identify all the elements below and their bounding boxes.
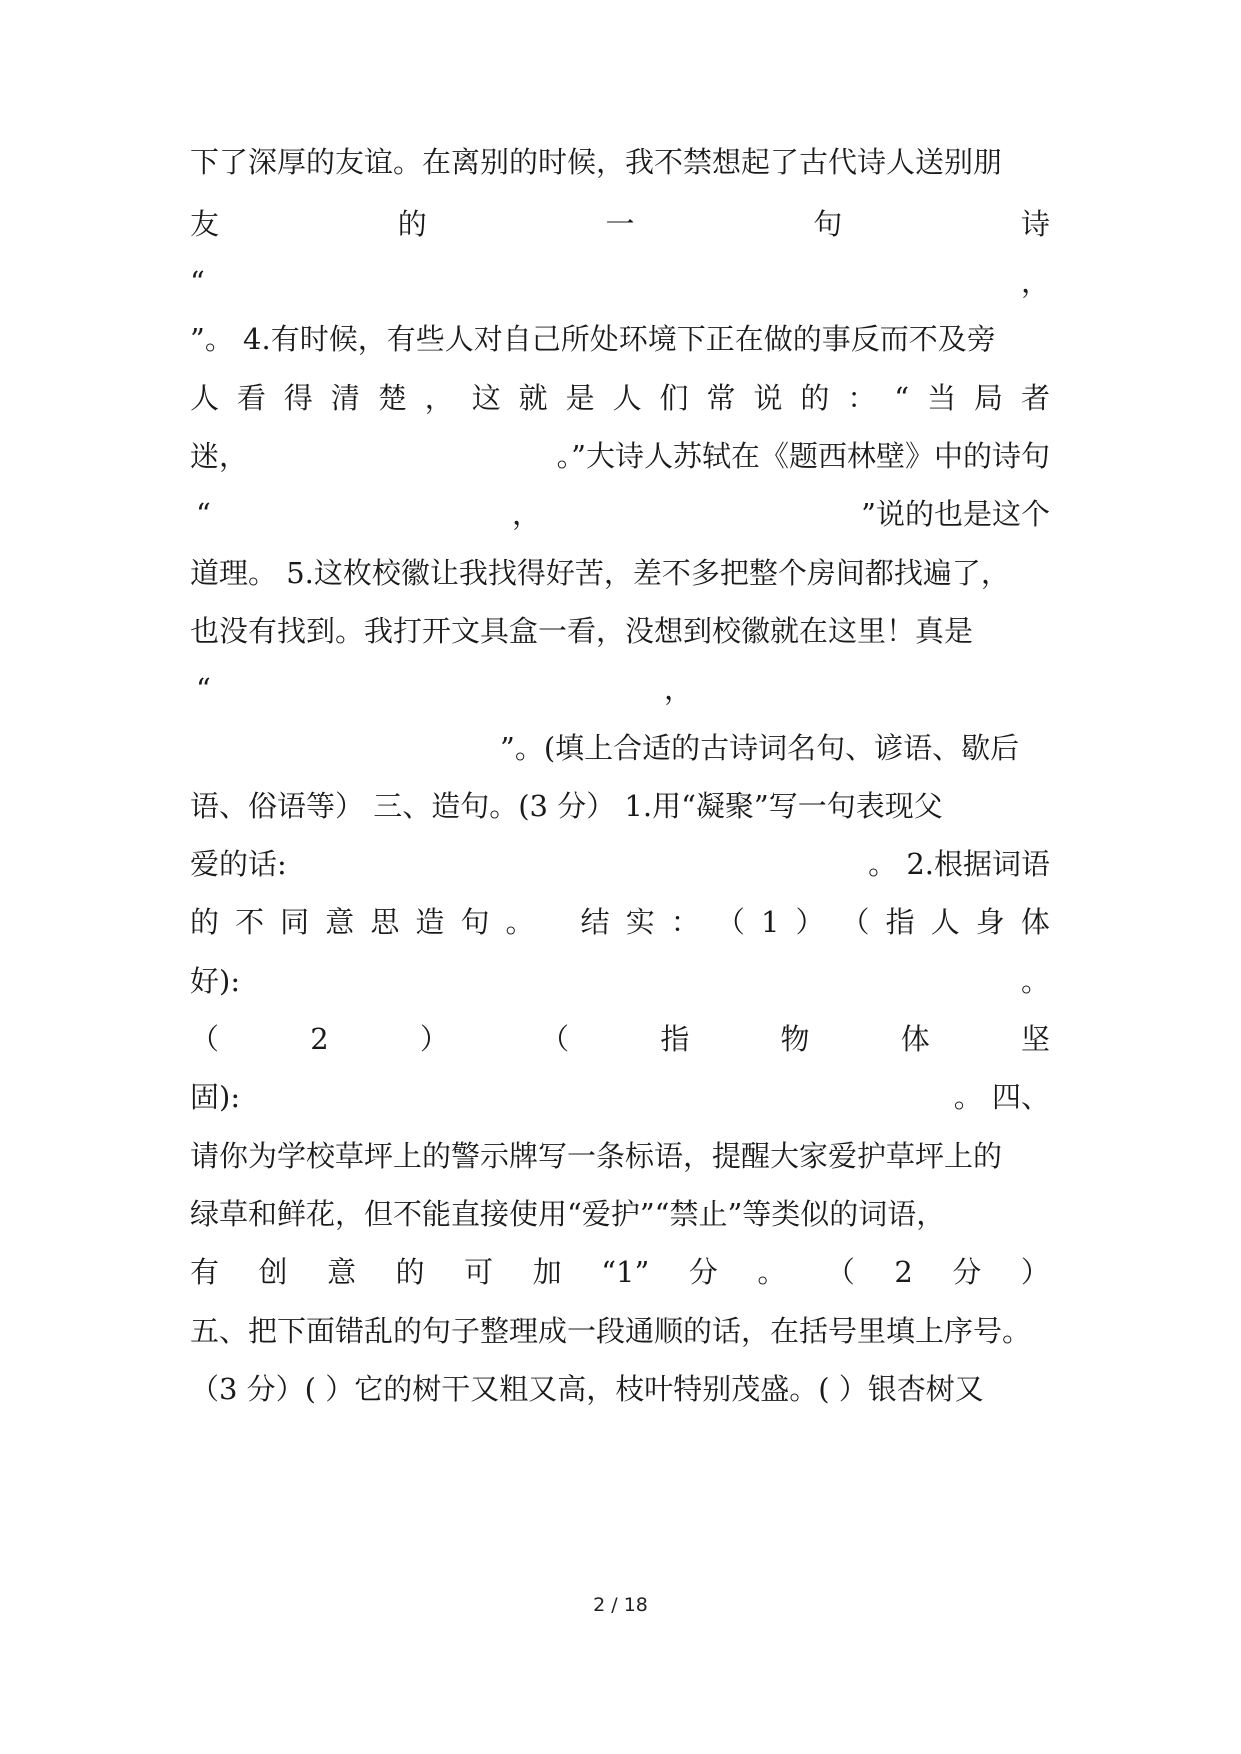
text-segment: 有 — [190, 1255, 220, 1289]
text-segment: ） — [795, 905, 825, 939]
text-segment: ， — [1020, 265, 1050, 299]
text-segment: 意 — [327, 1255, 357, 1289]
text-segment: 1 — [760, 905, 780, 939]
text-segment: 句 — [460, 905, 490, 939]
text-segment: ， — [664, 672, 694, 706]
text-line: 五、把下面错乱的句子整理成一段通顺的话，在括号里填上序号。 — [190, 1314, 1032, 1348]
text-segment: 看 — [236, 381, 266, 415]
text-segment: 。 四、 — [953, 1080, 1050, 1114]
text-segment: 2 — [310, 1022, 329, 1056]
text-segment: “ — [196, 497, 211, 531]
blank-line — [190, 961, 1050, 1001]
text-line: 请你为学校草坪上的警示牌写一条标语，提醒大家爱护草坪上的 — [190, 1139, 1003, 1173]
blank-line — [190, 494, 1050, 534]
text-line: 语、俗语等） 三、造句。(3 分） 1.用“凝聚”写一句表现父 — [190, 789, 943, 823]
text-line: ”。 4.有时候，有些人对自己所处环境下正在做的事反而不及旁 — [190, 322, 996, 356]
text-segment: ， — [424, 381, 454, 415]
text-segment: 身 — [975, 905, 1005, 939]
text-segment: 。 — [1020, 964, 1050, 998]
text-segment: 可 — [464, 1255, 494, 1289]
text-segment: 指 — [885, 905, 915, 939]
text-segment: ”。(填上合适的古诗词名句、谚语、歇后 — [500, 731, 1020, 765]
text-segment: “ — [894, 381, 910, 415]
text-segment: 得 — [283, 381, 313, 415]
text-line: 绿草和鲜花，但不能直接使用“爱护”“禁止”等类似的词语， — [190, 1197, 946, 1231]
text-segment: 体 — [900, 1022, 930, 1056]
text-segment: ） — [419, 1022, 449, 1056]
text-segment: ”说的也是这个 — [861, 497, 1050, 531]
text-segment: 。 2.根据词语 — [868, 847, 1050, 881]
text-segment: 的 — [397, 207, 427, 241]
blank-line — [190, 1077, 1050, 1117]
text-line — [190, 728, 1050, 768]
text-segment: 分 — [952, 1255, 982, 1289]
text-line: 道理。 5.这枚校徽让我找得好苦，差不多把整个房间都找遍了， — [190, 556, 1010, 590]
text-segment: （ — [715, 905, 745, 939]
text-segment: （ — [840, 905, 870, 939]
text-segment: 不 — [235, 905, 265, 939]
text-segment: “ — [196, 672, 211, 706]
text-segment: 。”大诗人苏轼在《题西林壁》中的诗句 — [556, 439, 1050, 473]
text-segment: 创 — [258, 1255, 288, 1289]
text-segment: 的 — [190, 905, 220, 939]
text-segment: 加 — [532, 1255, 562, 1289]
text-segment: ， — [512, 497, 542, 531]
text-line: 下了深厚的友谊。在离别的时候，我不禁想起了古代诗人送别朋 — [190, 145, 1003, 179]
text-segment: 这 — [471, 381, 501, 415]
text-segment: （ — [825, 1255, 855, 1289]
text-segment: 说 — [753, 381, 783, 415]
text-segment: 同 — [280, 905, 310, 939]
text-segment: “1” — [601, 1255, 650, 1289]
text-segment: 物 — [780, 1022, 810, 1056]
text-segment: ） — [1020, 1255, 1050, 1289]
text-segment: 体 — [1020, 905, 1050, 939]
text-segment: ： — [670, 905, 700, 939]
text-segment: 的 — [800, 381, 830, 415]
text-segment: 诗 — [1020, 207, 1050, 241]
text-segment: 常 — [706, 381, 736, 415]
text-segment: 当 — [927, 381, 957, 415]
text-segment: 迷， — [190, 439, 249, 473]
text-line: （3 分）( ）它的树干又粗又高，枝叶特别茂盛。( ）银杏树又 — [190, 1372, 984, 1406]
text-segment: 分 — [688, 1255, 718, 1289]
text-segment: ： — [847, 381, 877, 415]
text-segment: 固): — [190, 1080, 241, 1114]
blank-line — [190, 669, 1050, 709]
text-segment: 楚 — [377, 381, 407, 415]
text-line-justified — [190, 1252, 1050, 1292]
text-segment: 者 — [1020, 381, 1050, 415]
text-segment: 的 — [395, 1255, 425, 1289]
text-line-justified — [190, 1019, 1050, 1059]
text-line-justified — [190, 378, 1050, 418]
text-segment: 是 — [565, 381, 595, 415]
text-segment: 实 — [625, 905, 655, 939]
blank-line — [190, 262, 1050, 302]
text-segment: “ — [190, 265, 205, 299]
text-segment: 好): — [190, 964, 241, 998]
text-line: 也没有找到。我打开文具盒一看，没想到校徽就在这里！真是 — [190, 614, 974, 648]
text-line-justified — [190, 204, 1050, 244]
text-segment: 。 — [757, 1255, 787, 1289]
text-segment: 局 — [974, 381, 1004, 415]
text-segment: 造 — [415, 905, 445, 939]
text-segment: 2 — [894, 1255, 913, 1289]
text-segment: 一 — [605, 207, 635, 241]
text-segment: （ — [190, 1022, 220, 1056]
blank-line — [190, 436, 1050, 476]
text-segment: 们 — [659, 381, 689, 415]
page-number: 2 / 18 — [593, 1594, 648, 1616]
text-segment: 清 — [330, 381, 360, 415]
text-segment: 结 — [580, 905, 610, 939]
text-line-justified — [190, 902, 1050, 942]
text-segment: 指 — [660, 1022, 690, 1056]
blank-line — [190, 844, 1050, 884]
text-segment: 就 — [518, 381, 548, 415]
text-segment: 句 — [813, 207, 843, 241]
text-segment: 人 — [190, 381, 220, 415]
text-segment: （ — [540, 1022, 570, 1056]
text-segment: 友 — [190, 207, 220, 241]
text-segment: 。 — [505, 905, 535, 939]
text-segment: 爱的话: — [190, 847, 287, 881]
text-segment: 人 — [612, 381, 642, 415]
text-segment: 思 — [370, 905, 400, 939]
text-segment: 坚 — [1020, 1022, 1050, 1056]
text-segment: 人 — [930, 905, 960, 939]
text-segment: 意 — [325, 905, 355, 939]
